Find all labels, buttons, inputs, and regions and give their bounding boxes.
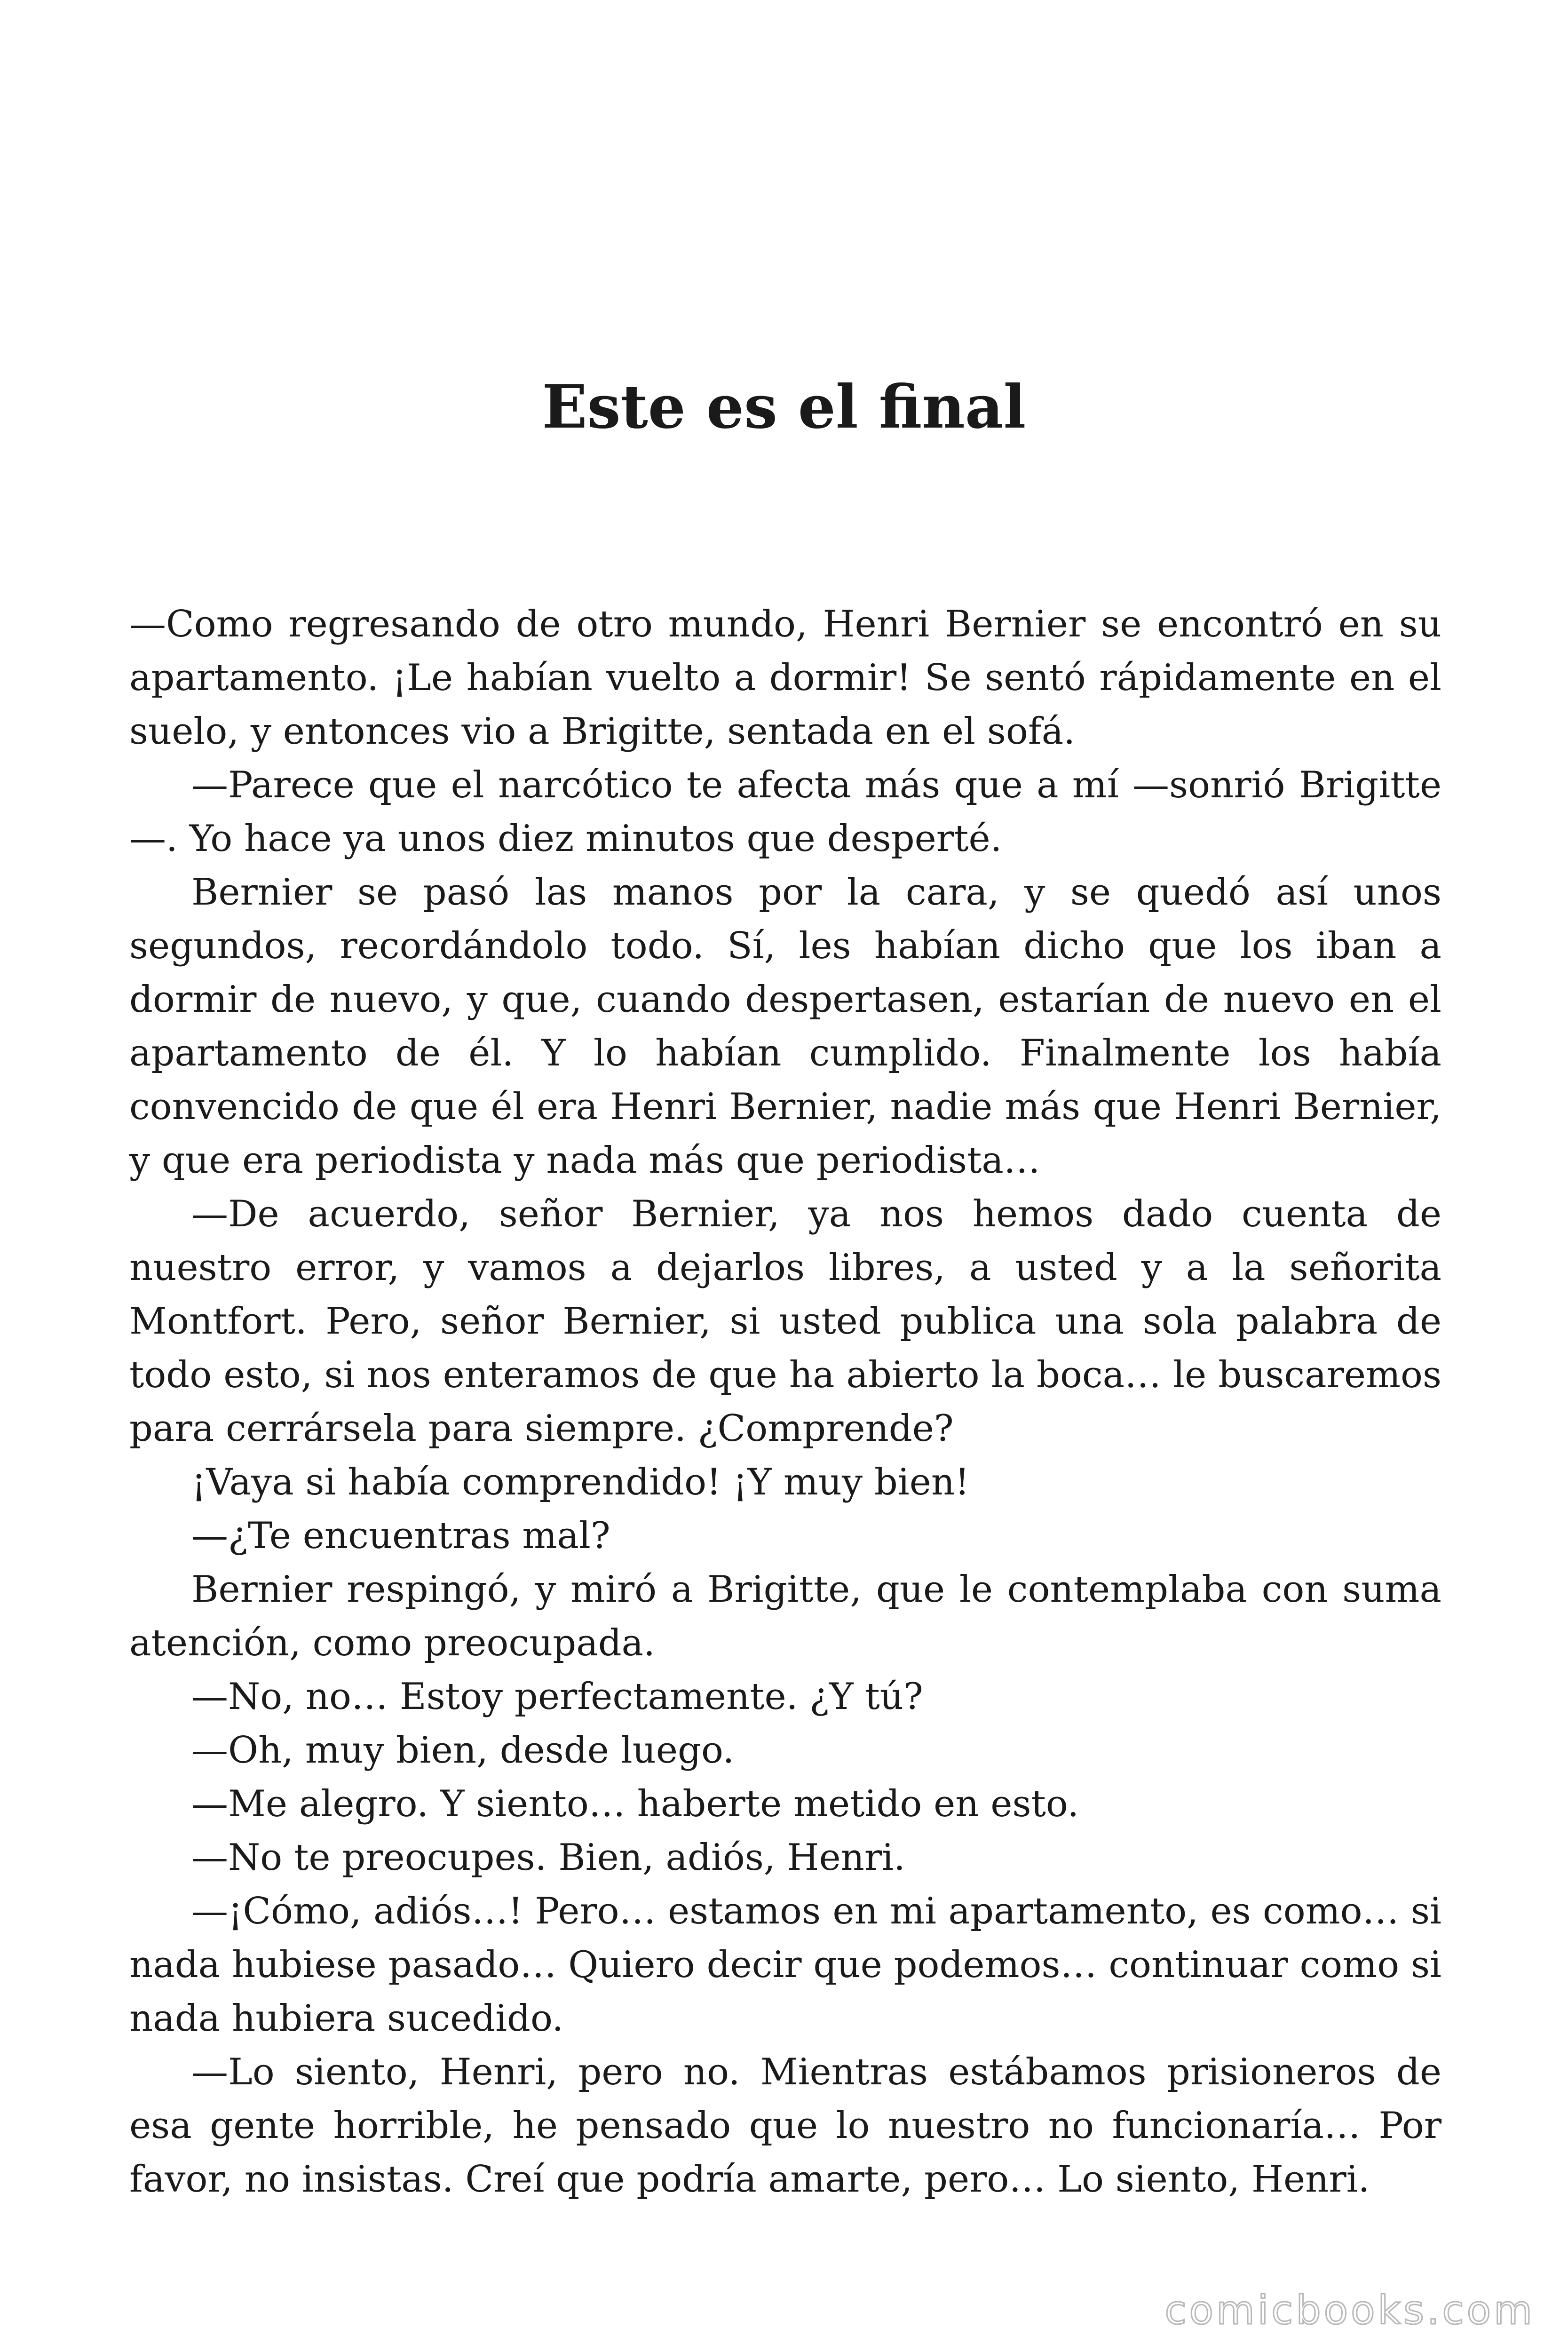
paragraph: —¿Te encuentras mal? [191, 1515, 610, 1557]
paragraph: —Me alegro. Y siento… haberte metido en esto. [191, 1783, 1079, 1825]
paragraph: —De acuerdo, señor Bernier, ya nos hemos dado cuenta de nuestro error, y vamos a dejarlos libres, a usted y a la señorita Montfort. Pero, señor Bernier, si usted publica una sola palabra de todo esto, si nos enteramos de que ha abierto la boca… le buscaremos para cerrársela para siempre. ¿Comprende? [129, 1193, 1441, 1450]
chapter-body [129, 597, 1441, 2206]
paragraph: —¡Cómo, adiós…! Pero… estamos en mi apartamento, es como… si nada hubiese pasado… Quiero decir que podemos… continuar como si nada hubiera sucedido. [129, 1890, 1441, 2040]
chapter-title: Este es el final [542, 372, 1026, 442]
paragraph: —No te preocupes. Bien, adiós, Henri. [191, 1836, 905, 1879]
paragraph: —No, no… Estoy perfectamente. ¿Y tú? [191, 1676, 923, 1718]
paragraph: —Lo siento, Henri, pero no. Mientras estábamos prisioneros de esa gente horrible, he pensado que lo nuestro no funcionaría… Por favor, no insistas. Creí que podría amarte, pero… Lo siento, Henri. [129, 2051, 1441, 2201]
paragraph: Bernier se pasó las manos por la cara, y se quedó así unos segundos, recordándolo todo. Sí, les habían dicho que los iban a dormir de nuevo, y que, cuando despertasen, estarían de nuevo en el apartamento de él. Y lo habían cumplido. Finalmente los había convencido de que él era Henri Bernier, nadie más que Henri Bernier, y que era periodista y nada más que periodista… [129, 871, 1441, 1182]
watermark: comicbooks.com [1164, 2287, 1535, 2333]
paragraph: ¡Vaya si había comprendido! ¡Y muy bien! [191, 1461, 970, 1503]
paragraph: —Parece que el narcótico te afecta más que a mí —sonrió Brigitte—. Yo hace ya unos diez minutos que desperté. [129, 764, 1441, 860]
paragraph: —Como regresando de otro mundo, Henri Bernier se encontró en su apartamento. ¡Le habían vuelto a dormir! Se sentó rápidamente en el suelo, y entonces vio a Brigitte, sentada en el sofá. [129, 603, 1441, 753]
paragraph: —Oh, muy bien, desde luego. [191, 1729, 735, 1772]
paragraph: Bernier respingó, y miró a Brigitte, que le contemplaba con suma atención, como preocupada. [129, 1568, 1441, 1664]
